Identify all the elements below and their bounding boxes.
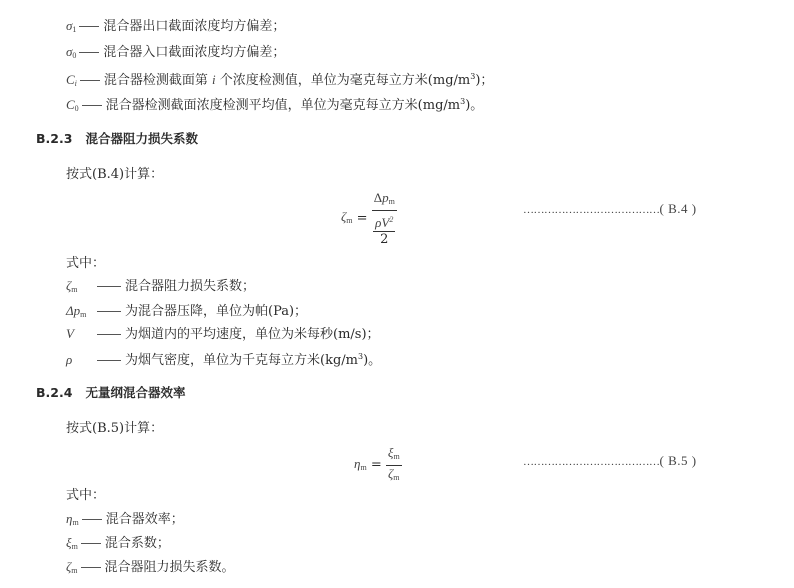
definition-text: 混合器效率；	[105, 512, 184, 527]
leader-dots: …………………………………	[523, 456, 660, 468]
definition-text: 混合器检测截面浓度检测平均值，单位为毫克每立方米$(mg/m^3)$。	[105, 97, 484, 113]
symbol: ρ	[66, 352, 73, 367]
symbol: $\sigma_0$	[66, 44, 77, 60]
symbol: $C_0$	[66, 97, 79, 113]
symbol: $\zeta_m$	[66, 278, 78, 294]
def-ci	[66, 68, 493, 93]
definition-text: 混合器出口截面浓度均方偏差；	[103, 19, 286, 34]
dash	[97, 360, 121, 361]
def-xi	[66, 534, 170, 556]
equation-b5: $\eta_m$ = $\frac{\xi_m}{\zeta_m}$	[354, 445, 402, 486]
def-v	[66, 325, 380, 344]
definition-text: 为烟道内的平均速度，单位为米每秒(m/s)；	[125, 327, 380, 342]
fraction	[386, 445, 402, 486]
def-eta	[66, 510, 184, 532]
section-title: 无量纲混合器效率	[85, 385, 186, 400]
def-rho	[66, 348, 381, 370]
section-number: B.2.3	[36, 131, 73, 146]
numerator: $\Delta p_m$	[373, 190, 395, 206]
equation-lhs: $\zeta_m$	[341, 209, 353, 225]
section-number: B.2.4	[36, 385, 73, 400]
where-label-b5: 式中：	[66, 488, 106, 503]
dash	[82, 105, 102, 106]
dash	[97, 311, 121, 312]
denominator: $\zeta_m$	[388, 466, 400, 482]
definition-text: 混合器检测截面第 i 个浓度检测值，单位为毫克每立方米$(mg/m^3)$；	[103, 72, 494, 88]
dash	[82, 519, 102, 520]
section-title: 混合器阻力损失系数	[85, 131, 198, 146]
equation-lhs: $\eta_m$	[354, 455, 367, 472]
symbol: $\xi_m$	[66, 535, 78, 551]
definition-text: 混合器入口截面浓度均方偏差；	[103, 45, 286, 60]
calc-instruction-b4: 按式(B.4)计算：	[66, 167, 164, 182]
section-heading-b23	[36, 130, 198, 148]
leader-dots: …………………………………	[523, 204, 660, 216]
dash	[97, 334, 121, 335]
symbol: $\eta_m$	[66, 511, 79, 527]
dash	[79, 52, 99, 53]
definition-text: 为混合器压降，单位为帕(Pa)；	[125, 304, 308, 319]
equation-number: ( B.4 )	[659, 201, 697, 216]
dash	[81, 567, 101, 568]
dash	[97, 286, 121, 287]
definition-text: 混合系数；	[104, 536, 170, 551]
def-zeta	[66, 277, 255, 299]
equation-b4: $\zeta_m$ = $\frac{\Delta p_m}{\frac{\rho V^2}{2}}$	[341, 190, 395, 247]
symbol: V	[66, 326, 74, 341]
def-sigma1	[66, 17, 285, 39]
def-zeta-b5	[66, 558, 235, 580]
numerator: $\xi_m$	[387, 445, 400, 461]
calc-instruction-b5: 按式(B.5)计算：	[66, 421, 164, 436]
denominator: $\frac{\rho V^2}{2}$	[375, 215, 394, 247]
equation-number-b5	[523, 452, 697, 471]
symbol: $C_i$	[66, 72, 77, 88]
fraction-bar	[372, 210, 397, 211]
dash	[81, 543, 101, 544]
def-delta-p	[66, 302, 307, 324]
def-sigma0	[66, 43, 285, 65]
equation-number-b4	[523, 200, 697, 219]
definition-text: 为烟气密度，单位为千克每立方米$(kg/m^3)$。	[125, 352, 382, 368]
section-heading-b24	[36, 384, 186, 402]
def-c0	[66, 93, 483, 118]
symbol: $\zeta_m$	[66, 559, 78, 575]
symbol: $\sigma_1$	[66, 18, 77, 34]
dash	[79, 26, 99, 27]
dash	[80, 80, 100, 81]
definition-text: 混合器阻力损失系数；	[125, 279, 256, 294]
equation-number: ( B.5 )	[659, 453, 697, 468]
fraction	[372, 190, 397, 248]
where-label-b4: 式中：	[66, 256, 106, 271]
symbol: $\Delta p_m$	[66, 303, 87, 319]
definition-text: 混合器阻力损失系数。	[104, 560, 235, 575]
